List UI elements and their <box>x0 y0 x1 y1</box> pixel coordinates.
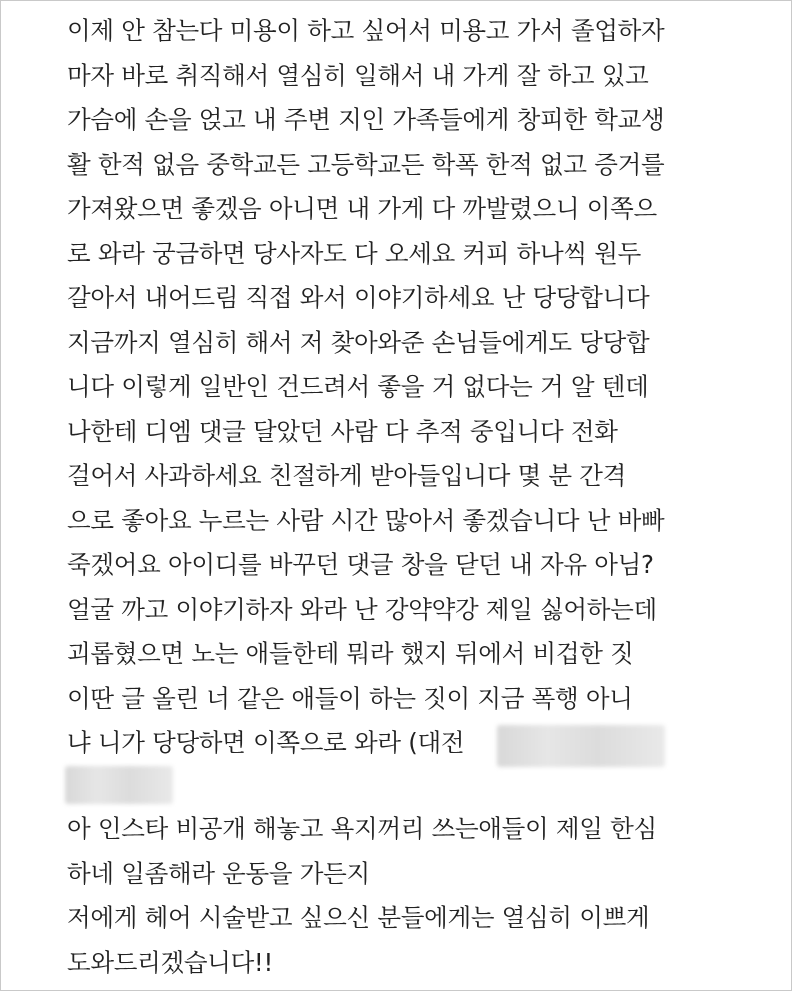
text-line: 활 한적 없음 중학교든 고등학교든 학폭 한적 없고 증거를 <box>67 150 665 179</box>
text-line: 가져왔으면 좋겠음 아니면 내 가게 다 까발렸으니 이쪽으 <box>67 194 657 223</box>
text-line: 니다 이렇게 일반인 건드려서 좋을 거 없다는 거 알 텐데 <box>67 372 649 401</box>
redacted-address-blur <box>497 725 665 767</box>
text-line: 로 와라 궁금하면 당사자도 다 오세요 커피 하나씩 원두 <box>67 239 641 268</box>
text-line: 갈아서 내어드림 직접 와서 이야기하세요 난 당당합니다 <box>67 283 650 312</box>
text-line: 걸어서 사과하세요 친절하게 받아들입니다 몇 분 간격 <box>67 461 626 490</box>
text-line: 아 인스타 비공개 해놓고 욕지꺼리 쓰는애들이 제일 한심 <box>67 814 657 843</box>
text-line: 냐 니가 당당하면 이쪽으로 와라 (대전 <box>67 728 465 757</box>
text-line: 얼굴 까고 이야기하자 와라 난 강약약강 제일 싫어하는데 <box>67 595 657 624</box>
text-line: 도와드리겠습니다!! <box>67 948 273 977</box>
text-line: 이제 안 참는다 미용이 하고 싶어서 미용고 가서 졸업하자 <box>67 16 665 45</box>
text-line: 이딴 글 올린 너 같은 애들이 하는 짓이 지금 폭행 아니 <box>67 684 633 713</box>
text-line: 마자 바로 취직해서 열심히 일해서 내 가게 잘 하고 있고 <box>67 61 649 90</box>
text-line: 가슴에 손을 얹고 내 주변 지인 가족들에게 창피한 학교생 <box>67 105 665 134</box>
text-line: 저에게 헤어 시술받고 싶으신 분들에게는 열심히 이쁘게 <box>67 903 650 932</box>
text-line: 하네 일좀해라 운동을 가든지 <box>67 859 370 888</box>
text-line: 나한테 디엠 댓글 달았던 사람 다 추적 중입니다 전화 <box>67 417 618 446</box>
text-line: 죽겠어요 아이디를 바꾸던 댓글 창을 닫던 내 자유 아님? <box>67 550 654 579</box>
text-line: 으로 좋아요 누르는 사람 시간 많아서 좋겠습니다 난 바빠 <box>67 506 665 535</box>
redacted-address-blur-continued <box>65 766 173 804</box>
text-line: 지금까지 열심히 해서 저 찾아와준 손님들에게도 당당합 <box>67 328 650 357</box>
text-line: 괴롭혔으면 노는 애들한테 뭐라 했지 뒤에서 비겁한 짓 <box>67 639 634 668</box>
